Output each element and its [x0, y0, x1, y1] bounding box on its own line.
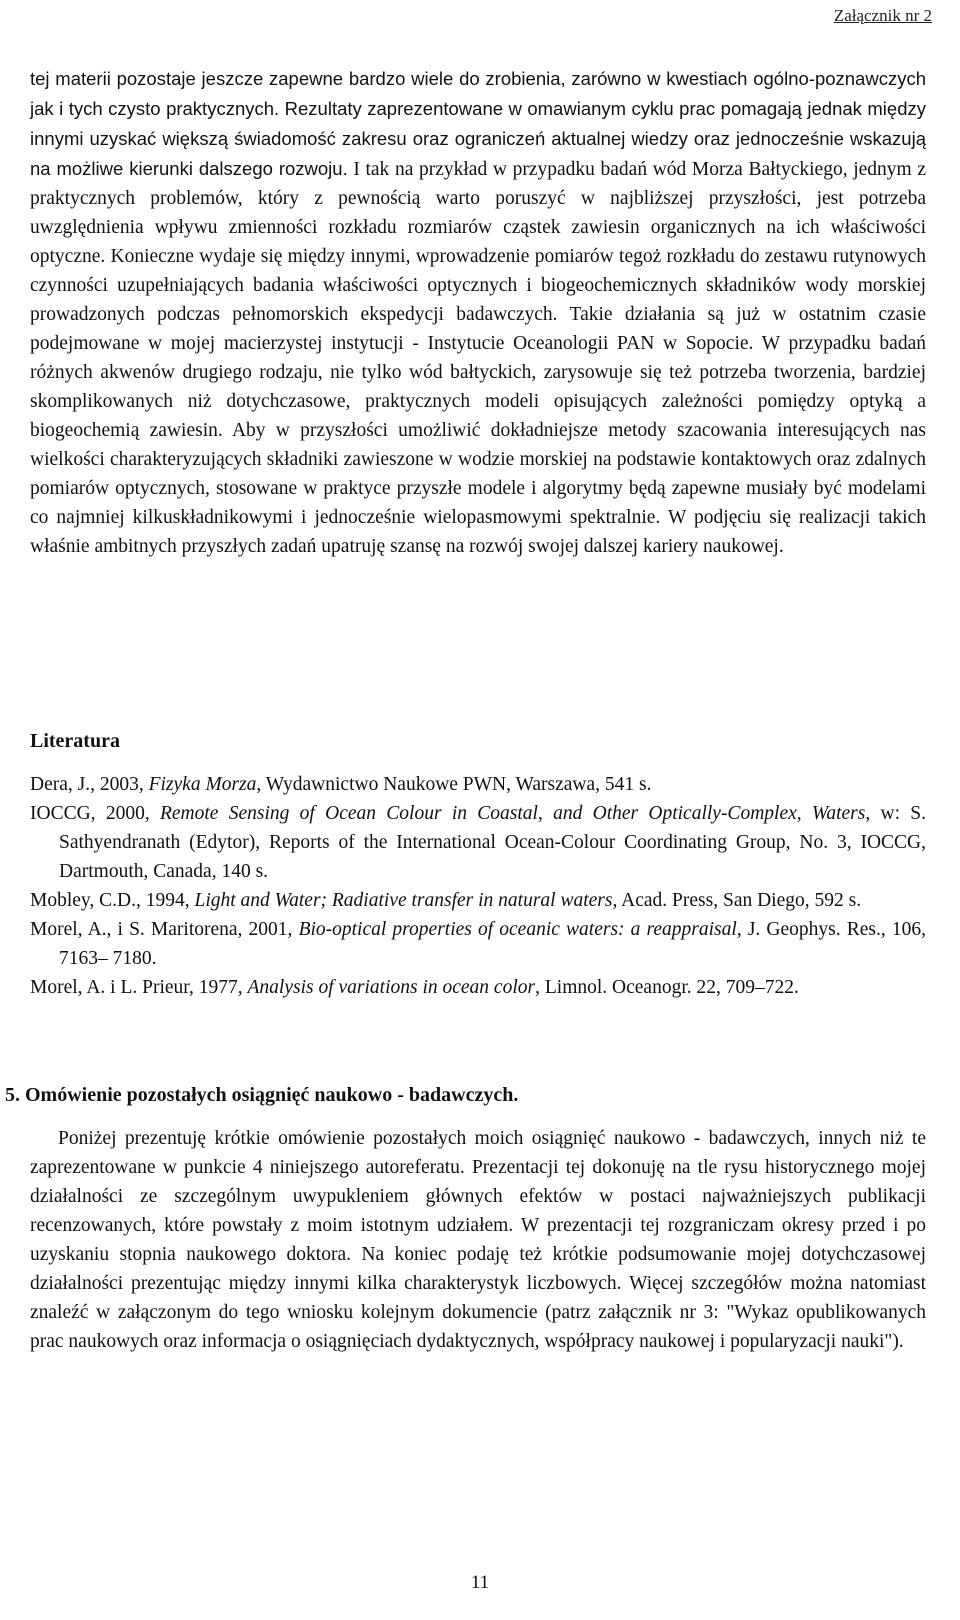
reference-details: , Wydawnictwo Naukowe PWN, Warszawa, 541 s.: [256, 774, 652, 795]
reference-item: [30, 915, 926, 973]
reference-authors: Morel, A., i S. Maritorena, 2001,: [30, 919, 299, 940]
reference-item: [30, 770, 926, 799]
reference-title: Light and Water; Radiative transfer in natural waters: [194, 890, 613, 911]
reference-authors: Morel, A. i L. Prieur, 1977,: [30, 977, 248, 998]
reference-item: [30, 973, 926, 1002]
page-number: 11: [470, 1572, 490, 1593]
section-heading: 5. Omówienie pozostałych osiągnięć naukowo - badawczych.: [5, 1084, 519, 1106]
reference-item: [30, 886, 926, 915]
reference-details: , Acad. Press, San Diego, 592 s.: [612, 890, 862, 911]
reference-details: , Limnol. Oceanogr. 22, 709–722.: [535, 977, 799, 998]
literature-heading: Literatura: [30, 730, 120, 752]
paragraph-sans-segment: tej materii pozostaje jeszcze zapewne bardzo wiele do zrobienia, zarówno w kwestiach ogólno-poznawczych jak i tych czysto praktycznych. Rezultaty zaprezentowane w omawianym cyklu prac pomagają jednak między innymi uzyskać większą świadomość zakresu oraz ograniczeń aktualnej wiedzy oraz jednocześnie wskazują na możliwe kierunki dalszego rozwoju.: [30, 68, 926, 179]
reference-authors: Dera, J., 2003,: [30, 774, 149, 795]
reference-authors: Mobley, C.D., 1994,: [30, 890, 195, 911]
reference-list: [30, 770, 926, 1002]
annex-header: Załącznik nr 2: [833, 6, 932, 25]
reference-details: , w: S. Sathyendranath (Edytor), Reports of the International Ocean-Colour Coordinating Group, No. 3, IOCCG, Dartmouth, Canada, 140 s.: [59, 803, 927, 882]
reference-title: Fizyka Morza: [148, 774, 257, 795]
reference-details: , J. Geophys. Res., 106, 7163– 7180.: [59, 919, 926, 969]
reference-title: Remote Sensing of Ocean Colour in Coastal, and Other Optically-Complex, Waters: [159, 803, 866, 824]
reference-title: Bio-optical properties of oceanic waters: a reappraisal: [298, 919, 737, 940]
reference-title: Analysis of variations in ocean color: [247, 977, 536, 998]
body-paragraph-section5: Poniżej prezentuję krótkie omówienie pozostałych moich osiągnięć naukowo - badawczych, innych niż te zaprezentowane w punkcie 4 niniejszego autoreferatu. Prezentacji tej dokonuję na tle rysu historycznego mojej działalności ze szczególnym uwypukleniem głównych efektów w postaci najważniejszych publikacji recenzowanych, które powstały z moim istotnym udziałem. W prezentacji tej rozgraniczam okresy przed i po uzyskaniu stopnia naukowego doktora. Na koniec podaję też krótkie podsumowanie mojej dotychczasowej działalności prezentując między innymi kilka charakterystyk liczbowych. Więcej szczegółów można natomiast znaleźć w załączonym do tego wniosku kolejnym dokumencie (patrz załącznik nr 3: "Wykaz opublikowanych prac naukowych oraz informacja o osiągnięciach dydaktycznych, współpracy naukowej i popularyzacji nauki").: [30, 1128, 926, 1352]
reference-authors: IOCCG, 2000,: [30, 803, 160, 824]
body-paragraph-top: [30, 64, 926, 561]
paragraph-serif-segment: I tak na przykład w przypadku badań wód Morza Bałtyckiego, jednym z praktycznych problemów, który z pewnością warto poruszyć w najbliższej przyszłości, jest potrzeba uwzględnienia wpływu zmienności rozkładu rozmiarów cząstek zawiesin organicznych na ich właściwości optyczne. Konieczne wydaje się między innymi, wprowadzenie pomiarów tegoż rozkładu do zestawu rutynowych czynności uzupełniających badania właściwości optycznych i biogeochemicznych składników wody morskiej prowadzonych podczas pełnomorskich ekspedycji badawczych. Takie działania są już w ostatnim czasie podejmowane w mojej macierzystej instytucji - Instytucie Oceanologii PAN w Sopocie. W przypadku badań różnych akwenów drugiego rodzaju, nie tylko wód bałtyckich, zarysowuje się też potrzeba tworzenia, bardziej skomplikowanych niż dotychczasowe, praktycznych modeli opisujących zależności pomiędzy optyką a biogeochemią zawiesin. Aby w przyszłości umożliwić dokładniejsze metody szacowania interesujących nas wielkości charakteryzujących składniki zawieszone w wodzie morskiej na podstawie kontaktowych oraz zdalnych pomiarów optycznych, stosowane w praktyce przyszłe modele i algorytmy będą zapewne musiały być modelami co najmniej kilkuskładnikowymi i jednocześnie wielopasmowymi spektralnie. W podjęciu się realizacji takich właśnie ambitnych przyszłych zadań upatruję szansę na rozwój swojej dalszej kariery naukowej.: [30, 159, 926, 557]
reference-item: [30, 799, 926, 886]
